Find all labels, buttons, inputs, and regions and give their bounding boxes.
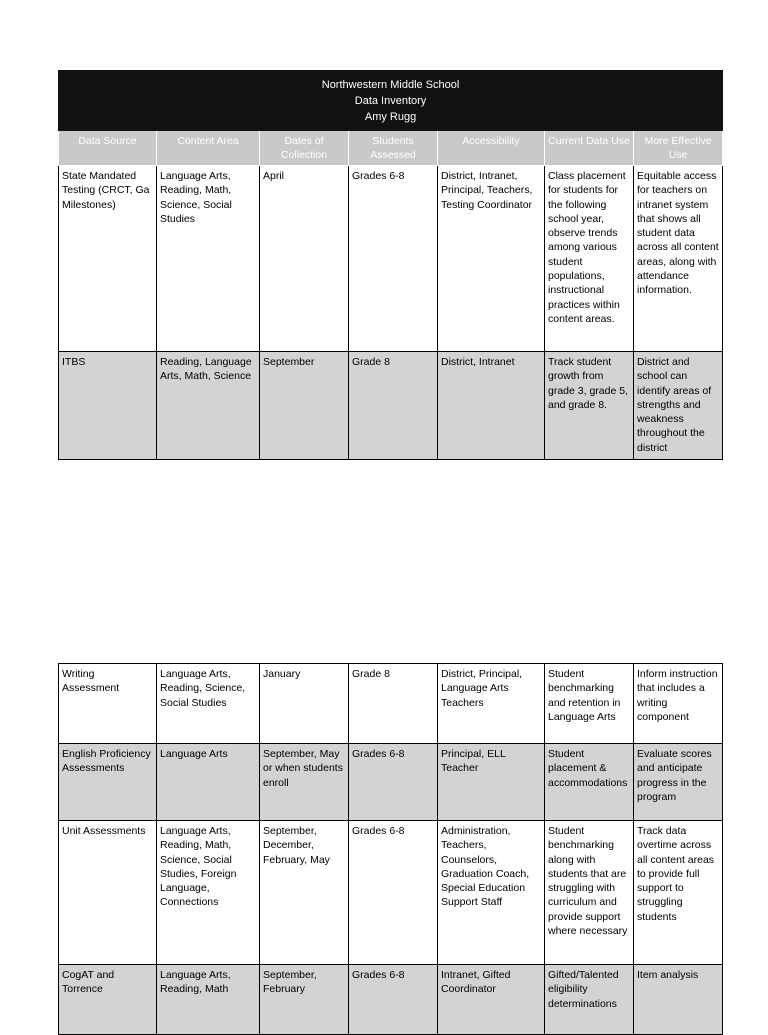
cell-data-source: Writing Assessment <box>59 664 157 744</box>
cell-accessibility: District, Principal, Language Arts Teachers <box>438 664 545 744</box>
cell-more-effective-use: Evaluate scores and anticipate progress in the program <box>634 744 723 821</box>
cell-current-data-use: Track student growth from grade 3, grade 5, and grade 8. <box>545 352 634 460</box>
cell-dates-of-collection: September, May or when students enroll <box>260 744 349 821</box>
cell-more-effective-use: Equitable access for teachers on intranet system that shows all student data across all content areas, along with attendance information. <box>634 166 723 352</box>
table-title-cell <box>59 71 723 131</box>
column-header-data-source: Data Source <box>59 131 157 166</box>
cell-content-area: Language Arts, Reading, Math <box>157 965 260 1035</box>
cell-current-data-use: Student placement & accommodations <box>545 744 634 821</box>
data-inventory-table-continued <box>58 663 723 1035</box>
cell-data-source: CogAT and Torrence <box>59 965 157 1035</box>
cell-current-data-use: Class placement for students for the following school year, observe trends among various student populations, instructional practices within content areas. <box>545 166 634 352</box>
cell-content-area: Language Arts, Reading, Math, Science, Social Studies, Foreign Language, Connections <box>157 821 260 965</box>
cell-more-effective-use: Inform instruction that includes a writing component <box>634 664 723 744</box>
cell-content-area: Reading, Language Arts, Math, Science <box>157 352 260 460</box>
cell-accessibility: Principal, ELL Teacher <box>438 744 545 821</box>
table-title-row <box>59 71 723 131</box>
table-row <box>59 965 723 1035</box>
cell-accessibility: District, Intranet <box>438 352 545 460</box>
cell-accessibility: Administration, Teachers, Counselors, Graduation Coach, Special Education Support Staff <box>438 821 545 965</box>
document-title: Data Inventory <box>354 94 427 107</box>
cell-students-assessed: Grades 6-8 <box>349 744 438 821</box>
column-header-row <box>59 131 723 166</box>
data-inventory-table <box>58 70 723 460</box>
column-header-students-assessed: Students Assessed <box>349 131 438 166</box>
column-header-dates-of-collection: Dates of Collection <box>260 131 349 166</box>
cell-students-assessed: Grade 8 <box>349 664 438 744</box>
cell-more-effective-use: Item analysis <box>634 965 723 1035</box>
cell-content-area: Language Arts <box>157 744 260 821</box>
cell-content-area: Language Arts, Reading, Math, Science, Social Studies <box>157 166 260 352</box>
cell-data-source: English Proficiency Assessments <box>59 744 157 821</box>
cell-data-source: ITBS <box>59 352 157 460</box>
cell-more-effective-use: District and school can identify areas of strengths and weakness throughout the district <box>634 352 723 460</box>
cell-dates-of-collection: September <box>260 352 349 460</box>
cell-students-assessed: Grades 6-8 <box>349 166 438 352</box>
cell-current-data-use: Gifted/Talented eligibility determinations <box>545 965 634 1035</box>
cell-students-assessed: Grades 6-8 <box>349 965 438 1035</box>
cell-content-area: Language Arts, Reading, Science, Social Studies <box>157 664 260 744</box>
cell-data-source: Unit Assessments <box>59 821 157 965</box>
column-header-accessibility: Accessibility <box>438 131 545 166</box>
cell-accessibility: District, Intranet, Principal, Teachers, Testing Coordinator <box>438 166 545 352</box>
cell-dates-of-collection: April <box>260 166 349 352</box>
cell-students-assessed: Grades 6-8 <box>349 821 438 965</box>
cell-students-assessed: Grade 8 <box>349 352 438 460</box>
cell-dates-of-collection: September, December, February, May <box>260 821 349 965</box>
table-row <box>59 664 723 744</box>
cell-dates-of-collection: January <box>260 664 349 744</box>
cell-current-data-use: Student benchmarking along with students that are struggling with curriculum and provide support where necessary <box>545 821 634 965</box>
school-name: Northwestern Middle School <box>321 78 460 91</box>
table-row <box>59 166 723 352</box>
cell-current-data-use: Student benchmarking and retention in Language Arts <box>545 664 634 744</box>
cell-dates-of-collection: September, February <box>260 965 349 1035</box>
cell-accessibility: Intranet, Gifted Coordinator <box>438 965 545 1035</box>
table-row <box>59 744 723 821</box>
column-header-more-effective-use: More Effective Use <box>634 131 723 166</box>
table-row <box>59 821 723 965</box>
cell-more-effective-use: Track data overtime across all content areas to provide full support to struggling students <box>634 821 723 965</box>
table-row <box>59 352 723 460</box>
column-header-content-area: Content Area <box>157 131 260 166</box>
author-name: Amy Rugg <box>364 110 417 123</box>
column-header-current-data-use: Current Data Use <box>545 131 634 166</box>
cell-data-source: State Mandated Testing (CRCT, Ga Milestones) <box>59 166 157 352</box>
